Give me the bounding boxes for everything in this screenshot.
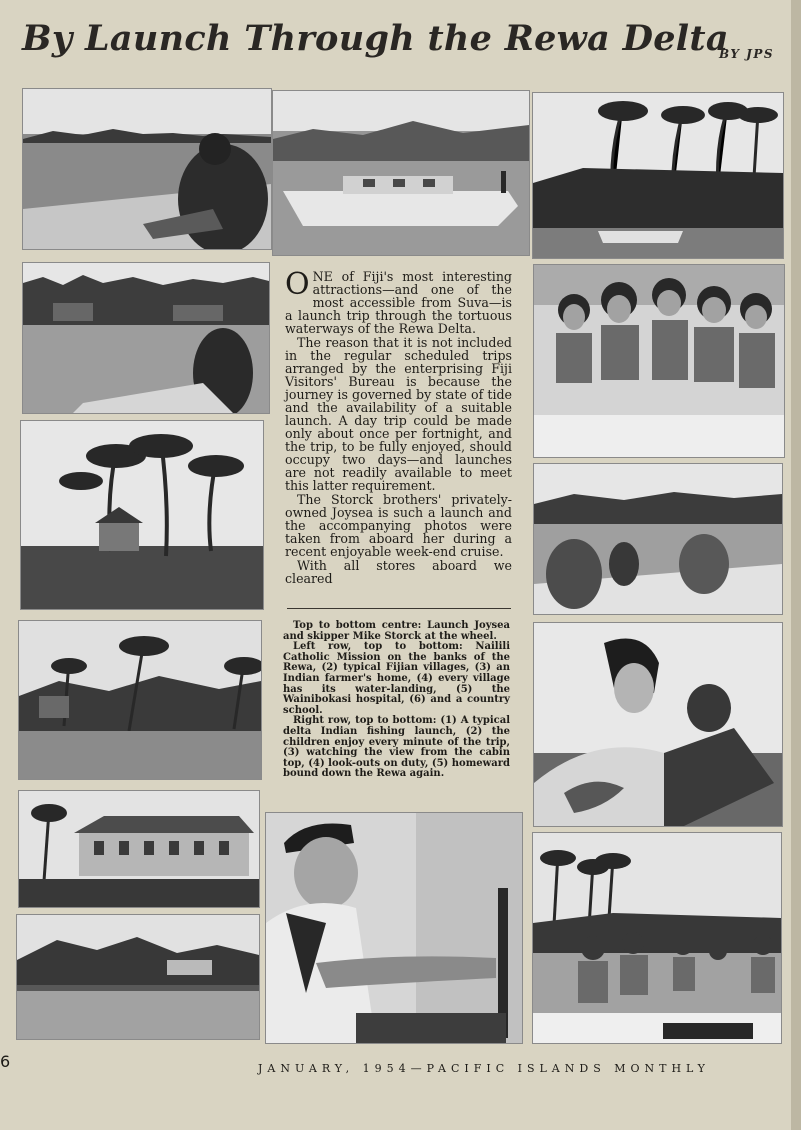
article-title: By Launch Through the Rewa Delta <box>22 18 729 59</box>
byline: BY JPS <box>719 47 775 61</box>
caption-divider <box>287 608 511 609</box>
photo-homeward-bound <box>532 832 782 1044</box>
photo-indian-farmers-home <box>20 420 264 610</box>
photo-water-landing <box>18 620 262 780</box>
caption-paragraph: Left row, top to bottom: Nailili Catholic Mission on the banks of the Rewa, (2) typical Fijian villages, (3) an Indian farmer's home, (4) every village has its water-landing, (5) the Wainibokasi hospital, (6) and a country school. <box>283 641 510 716</box>
photo-skipper-at-wheel <box>265 812 523 1044</box>
photo-country-school <box>16 914 260 1040</box>
photo-catholic-mission <box>22 88 272 250</box>
article-paragraph: With all stores aboard we cleared <box>285 558 512 586</box>
photo-wainibokasi-hospital <box>18 790 260 908</box>
article-body <box>285 267 512 586</box>
photo-children-on-deck <box>533 264 785 458</box>
drop-cap: O <box>285 267 310 302</box>
article-paragraph: The reason that it is not included in the regular scheduled trips arranged by the enterprising Fiji Visitors' Bureau is because the journey is governed by state of tide and the availability of a suitable launch. A day trip could be made only about once per fortnight, and the trip, to be fully enjoyed, should occupy two days—and launches are not readily available to meet this latter requirement. <box>285 335 512 493</box>
article-paragraph: The Storck brothers' privately-owned Joysea is such a launch and the accompanying photos were taken from aboard her during a recent enjoyable week-end cruise. <box>285 492 512 559</box>
photo-caption <box>283 621 510 780</box>
page-number: 6 <box>0 1052 11 1071</box>
caption-paragraph: Top to bottom centre: Launch Joysea and skipper Mike Storck at the wheel. <box>283 620 510 642</box>
caption-paragraph: Right row, top to bottom: (1) A typical delta Indian fishing launch, (2) the children enjoy every minute of the trip, (3) watching the view from the cabin top, (4) look-outs on duty, (5) homeward bound down the Rewa again. <box>283 715 510 780</box>
photo-fishing-launch <box>532 92 784 259</box>
page-edge <box>791 0 801 1130</box>
photo-launch-joysea <box>272 90 530 256</box>
photo-lookouts-on-duty <box>533 622 783 827</box>
article-paragraph: ONE of Fiji's most interesting attractions—and one of the most accessible from Suva—is a launch trip through the tortuous waterways of the Rewa Delta. <box>285 267 512 336</box>
photo-cabin-top-view <box>533 463 783 615</box>
photo-fijian-villages <box>22 262 270 414</box>
page-footer: JANUARY, 1954—PACIFIC ISLANDS MONTHLY <box>258 1062 710 1075</box>
